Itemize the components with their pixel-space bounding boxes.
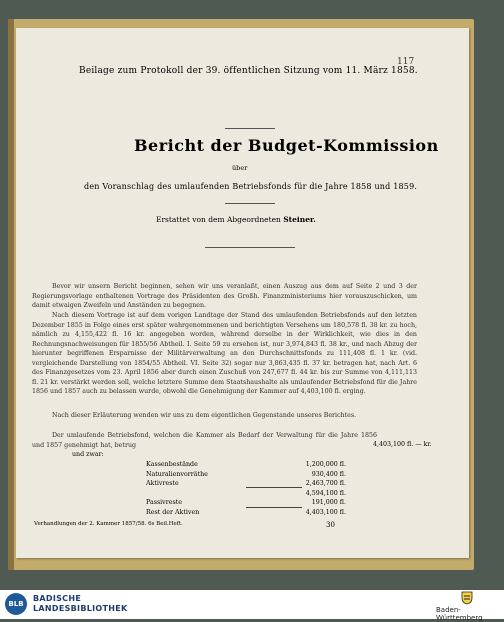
blb-logo-icon[interactable]: BLB [5,593,27,615]
row-label: Passivreste [146,499,182,506]
table-row [146,470,346,480]
ueber-word: über [232,164,248,172]
sum-rule-2 [246,507,302,508]
divider-bottom [205,247,295,248]
divider-top [225,128,275,129]
table-row [146,508,346,518]
bw-name[interactable]: Baden-Württemberg [436,606,483,622]
paragraph-intro: Bevor wir unsern Bericht beginnen, sehen wir uns veranlaßt, einen Auszug aus dem auf Seite 2 und 3 der Regierungsvorlage enthaltenen Vortrage des Präsidenten des Großh. Finanzministeriums hier vorauszuschicken, um damit etwaigen Zweifeln und Anständen zu begegnen. [32,283,417,309]
divider-mid [225,203,275,204]
fund-breakdown-table [146,460,346,517]
footer-source: Verhandlungen der 2. Kammer 1857/58. 6s Beil.Heft. [34,521,183,527]
report-heading: Bericht der Budget-Kommission [134,136,439,155]
row-label: Aktivreste [146,480,179,487]
row-value: 4,403,100 fl. [305,508,346,516]
erstattet-line [156,215,316,224]
und-zwar-label: und zwar: [72,451,104,458]
sum-rule [246,487,302,488]
paragraph-explanation: Nach diesem Vortrage ist auf dem vorigen Landtage der Stand des umlaufenden Betriebsfonds auf den letzten Dezember 1855 in Folge eines erst später wahrgenommenen und berichtigten Versehens um 180,578 fl. 38 kr. zu hoch, nämlich zu 4,155,422 fl. 16 kr. angegeben worden, während derselbe in der Wirklichkeit, wie dies in den Rechnungsnachweisungen für 1855/56 Abtheil. I. Seite 59 zu ersehen ist, nur 3,974,843 fl. 38 kr., und nach Abzug der hierunter begriffenen Ersparnisse der Militärverwaltung an den Durchschnittsfonds zu 111,408 fl. 1 kr. (vid. vergleichende Darstellung von 1854/55 Abtheil. VI. Seite 32) sogar nur 3,863,435 fl. 37 kr. betragen hat, nach Art. 6 des Finanzgesetzes vom 23. April 1856 aber durch einen Zuschuß von 247,677 fl. 44 kr. bis zur Summe von 4,111,113 fl. 21 kr. verstärkt werden soll, welche letztere Summe dem Staatshaushalte als umlaufender Betriebsfond für die Jahre 1856 und 1857 auch zu belassen wurde, obwohl die Genehmigung der Kammer auf 4,403,100 fl. erging. [32,312,417,395]
row-label: Kassenbestände [146,461,198,468]
book-spine-edge [8,19,14,570]
row-label: Rest der Aktiven [146,508,200,516]
row-value: 191,000 fl. [311,499,346,506]
bw-crest-icon [460,591,474,605]
library-footer-bar [0,590,504,622]
page-number: 117 [397,57,415,67]
row-label: Naturalienvorräthe [146,470,208,478]
fund-total-amount: 4,403,100 fl. — kr. [373,441,432,448]
row-value: 4,594,100 fl. [305,489,346,497]
paragraph-transition: Nach dieser Erläuterung wenden wir uns zu dem eigentlichen Gegenstande unseres Berichtes. [52,412,357,419]
erstattet-name: Steiner. [283,215,316,224]
beilage-line: Beilage zum Protokoll der 39. öffentlichen Sitzung vom 11. März 1858. [79,66,418,76]
table-row [146,460,346,470]
row-label [146,489,256,499]
blb-name-line2: LANDESBIBLIOTHEK [33,604,128,613]
table-row [146,489,346,499]
row-value: 2,463,700 fl. [305,480,346,487]
blb-name-line1: BADISCHE [33,594,82,603]
blb-name[interactable] [33,594,128,614]
paragraph-fund: Der umlaufende Betriebsfond, welchen die Kammer als Bedarf der Verwaltung für die Jahre 1856 und 1857 genehmigt hat, betrug [32,432,377,449]
footer-sheet-number: 30 [326,521,335,529]
erstattet-prefix: Erstattet von dem Abgeordneten [156,215,281,224]
row-value: 1,200,000 fl. [305,461,346,468]
row-value: 930,400 fl. [311,470,346,478]
report-subtitle: den Voranschlag des umlaufenden Betriebsfonds für die Jahre 1858 und 1859. [84,182,418,191]
